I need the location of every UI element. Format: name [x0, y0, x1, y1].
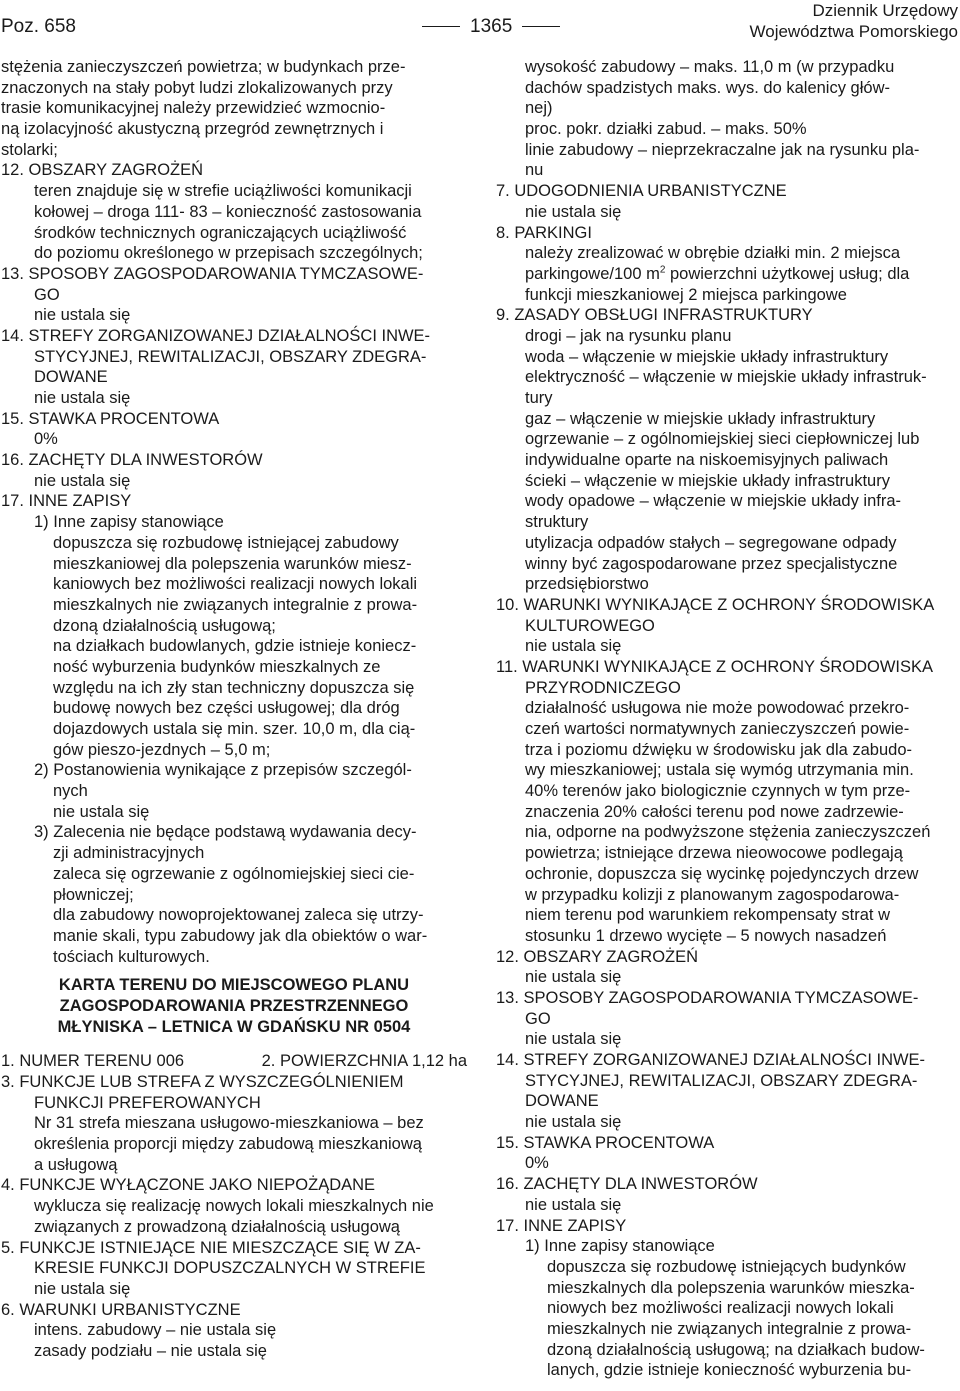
- subsection-heading: 3) Zalecenia nie będące podstawą wydawania decy-: [34, 823, 417, 842]
- section-heading-cont: GO: [34, 285, 60, 304]
- subsection-heading: 1) Inne zapisy stanowiące: [525, 1237, 715, 1256]
- section-13: [496, 988, 959, 1050]
- section-heading: 13. SPOSOBY ZAGOSPODAROWANIA TYMCZASOWE-: [1, 264, 424, 283]
- section-heading: 14. STREFY ZORGANIZOWANEJ DZIAŁALNOŚCI INWE-: [496, 1051, 926, 1069]
- section-heading: 7. UDOGODNIENIA URBANISTYCZNE: [496, 182, 787, 201]
- text-line: kołowej – droga 111- 83 – konieczność zastosowania: [34, 202, 422, 221]
- text-line: należy zrealizować w obrębie działki min. 2 miejsca: [525, 244, 901, 263]
- section-heading-cont: GO: [525, 1009, 551, 1028]
- text-line: 0%: [34, 430, 58, 449]
- text-line: zasady podziału – nie ustala się: [34, 1341, 267, 1360]
- card-title-line: MŁYNISKA – LETNICA W GDAŃSKU NR 0504: [57, 1017, 411, 1036]
- text-line: struktury: [525, 513, 589, 532]
- text-line: trasie komunikacyjnej należy przewidzieć wzmocnio-: [1, 99, 386, 118]
- section-heading: 12. OBSZARY ZAGROŻEŃ: [1, 161, 204, 180]
- text-line: przedsiębiorstwo: [525, 575, 649, 594]
- text-line: stężenia zanieczyszczeń powietrza; w budynkach prze-: [1, 58, 406, 76]
- text-line: znaczenia 20% całości terenu pod nowe zadrzewie-: [525, 802, 904, 821]
- section-heading-cont: FUNKCJI PREFEROWANYCH: [34, 1093, 261, 1112]
- text-line: nie ustala się: [525, 637, 622, 656]
- text-line: ną izolacyjność akustyczną przegród zewnętrznych i: [1, 120, 384, 139]
- section-13: [1, 264, 467, 326]
- text-line: ogrzewanie – z ogólnomiejskiej sieci ciepłowniczej lub: [525, 430, 920, 449]
- page-number: 1365: [412, 16, 570, 38]
- section-heading: 13. SPOSOBY ZAGOSPODAROWANIA TYMCZASOWE-: [496, 988, 919, 1007]
- section-10: [496, 595, 959, 657]
- text-line: nie ustala się: [34, 389, 131, 407]
- text-line: związanych z prowadzoną działalnością usługową: [34, 1217, 400, 1236]
- text-line: płowniczej;: [53, 885, 134, 904]
- section-8: [496, 223, 959, 306]
- section-heading: 5. FUNKCJE ISTNIEJĄCE NIE MIESZCZĄCE SIĘ W ZA-: [1, 1238, 421, 1257]
- text-line: linie zabudowy – nieprzekraczalne jak na rysunku pla-: [525, 140, 920, 159]
- text-line: na działkach budowlanych, gdzie istnieje koniecz-: [53, 637, 417, 656]
- text-line: niem terenu pod warunkiem rekompensaty strat w: [525, 906, 890, 925]
- text-line: gów pieszo-jezdnych – 5,0 m;: [53, 740, 271, 759]
- section-heading: 6. WARUNKI URBANISTYCZNE: [1, 1300, 241, 1319]
- text-line: tury: [525, 389, 553, 407]
- text-line: 40% terenów jako biologicznie czynnych w tym prze-: [525, 782, 911, 801]
- text-line: dzoną działalnością usługową; na działkach budow-: [547, 1340, 925, 1359]
- text-line: stolarki;: [1, 140, 58, 159]
- text-line: nej): [525, 99, 553, 118]
- text-line: stosunku 1 drzewo wycięte – 5 nowych nasadzeń: [525, 926, 887, 945]
- text-line: działalność usługowa nie może powodować przekro-: [525, 699, 910, 718]
- section-heading: 17. INNE ZAPISY: [1, 492, 132, 511]
- section-heading: 8. PARKINGI: [496, 223, 592, 242]
- text-line: nie ustala się: [525, 1030, 622, 1049]
- text-line: gaz – włączenie w miejskie układy infrastruktury: [525, 409, 876, 428]
- text-line: dzoną działalnością usługową;: [53, 616, 276, 635]
- section-17: [1, 491, 467, 967]
- text-line: określenia proporcji między zabudową mieszkaniową: [34, 1135, 422, 1154]
- text-line: wyklucza się realizację nowych lokali mieszkalnych nie: [34, 1197, 434, 1216]
- item-6-continued: [496, 57, 959, 181]
- text-line: manie skali, typu zabudowy jak dla obiektów o war-: [53, 926, 428, 945]
- text-line: mieszkaniowej dla polepszenia warunków miesz-: [53, 554, 412, 573]
- card-title-line: ZAGOSPODAROWANIA PRZESTRZENNEGO: [59, 996, 409, 1015]
- text-line: nie ustala się: [525, 202, 622, 221]
- section-17: [496, 1216, 959, 1382]
- section-14: [1, 326, 467, 409]
- section-heading-cont: STYCYJNEJ, REWITALIZACJI, OBSZARY ZDEGRA-: [34, 347, 427, 366]
- text-line: budowę nowych bez części usługowej; dla dróg: [53, 699, 400, 718]
- text-line: niowych bez możliwości realizacji nowych lokali: [547, 1299, 894, 1318]
- superscript: 2: [659, 264, 666, 276]
- text-line: zaleca się ogrzewanie z ogólnomiejskiej sieci cie-: [53, 864, 415, 883]
- text-line: powietrza; istniejące drzewa nieowocowe podlegają: [525, 844, 903, 863]
- section-15: [1, 409, 467, 450]
- section-heading-cont: STYCYJNEJ, REWITALIZACJI, OBSZARY ZDEGRA-: [525, 1071, 918, 1090]
- text-line: ochronie, dopuszcza się wycinkę pojedynczych drzew: [525, 864, 919, 883]
- journal-title-line2: Województwa Pomorskiego: [749, 22, 958, 41]
- text-line: ność wyburzenia budynków mieszkalnych ze: [53, 657, 381, 676]
- text-line: elektryczność – włączenie w miejskie układy infrastruk-: [525, 368, 927, 387]
- section-heading: 14. STREFY ZORGANIZOWANEJ DZIAŁALNOŚCI INWE-: [1, 326, 431, 345]
- text-line: tościach kulturowych.: [53, 947, 210, 966]
- item-terrain-number: 1. NUMER TERENU 006: [1, 1052, 185, 1071]
- text-line: woda – włączenie w miejskie układy infrastruktury: [525, 347, 889, 366]
- right-column: [496, 57, 959, 1381]
- section-14: [496, 1050, 959, 1133]
- section-heading-cont: KRESIE FUNKCJI DOPUSZCZALNYCH W STREFIE: [34, 1259, 426, 1278]
- section-heading: 16. ZACHĘTY DLA INWESTORÓW: [496, 1175, 758, 1194]
- section-heading: 9. ZASADY OBSŁUGI INFRASTRUKTURY: [496, 306, 813, 325]
- text-line: a usługową: [34, 1155, 118, 1174]
- text-line: nia, odporne na podwyższone stężenia zanieczyszczeń: [525, 823, 931, 842]
- text-line: intens. zabudowy – nie ustala się: [34, 1321, 277, 1340]
- text-line: trza i poziomu dźwięku w środowisku jak dla zabudo-: [525, 740, 913, 759]
- text-line: dla zabudowy nowoprojektowanej zaleca się utrzy-: [53, 906, 424, 925]
- text-line: funkcji mieszkaniowej 2 miejsca parkingowe: [525, 285, 847, 304]
- section-heading: 11. WARUNKI WYNIKAJĄCE Z OCHRONY ŚRODOWISKA: [496, 657, 934, 676]
- text-line: nie ustala się: [34, 1279, 131, 1298]
- text-line: indywidualne oparte na niskoemisyjnych paliwach: [525, 451, 889, 470]
- text-line: ścieki – włączenie w miejskie układy infrastruktury: [525, 471, 890, 490]
- item-3: [1, 1072, 467, 1175]
- subsection-heading: 1) Inne zapisy stanowiące: [34, 513, 224, 532]
- text-line: nie ustala się: [53, 802, 150, 821]
- card-title: [1, 975, 467, 1037]
- text-line: wy mieszkaniowej; ustala się wymóg utrzymania min.: [525, 761, 914, 780]
- text-line: znaczonych na stały pobyt ludzi zlokalizowanych przy: [1, 78, 393, 97]
- section-heading: 16. ZACHĘTY DLA INWESTORÓW: [1, 451, 263, 470]
- text-fragment: parkingowe/100 m: [525, 264, 660, 283]
- section-7: [496, 181, 959, 222]
- section-heading-cont: KULTUROWEGO: [525, 616, 655, 635]
- text-line: środków technicznych ograniczających uciążliwość: [34, 223, 407, 242]
- text-line: proc. pokr. działki zabud. – maks. 50%: [525, 120, 807, 139]
- item-area: 2. POWIERZCHNIA 1,12 ha: [261, 1052, 467, 1071]
- section-15: [496, 1133, 959, 1174]
- text-line: względu na ich zły stan techniczny dopuszcza się: [53, 678, 415, 697]
- text-line: nie ustala się: [525, 1113, 622, 1132]
- text-line: dopuszcza się rozbudowę istniejących budynków: [547, 1257, 906, 1276]
- text-line: utylizacja odpadów stałych – segregowane odpady: [525, 533, 897, 552]
- section-9: [496, 305, 959, 595]
- text-line: mieszkalnych nie związanych integralnie z prowa-: [547, 1319, 912, 1338]
- section-heading-cont: DOWANE: [525, 1092, 599, 1111]
- text-line: dachów spadzistych maks. wys. do kalenicy głów-: [525, 78, 890, 97]
- subsection-heading-cont: nych: [53, 782, 88, 801]
- section-11: [496, 657, 959, 947]
- section-heading: 12. OBSZARY ZAGROŻEŃ: [496, 947, 699, 966]
- section-heading-cont: PRZYRODNICZEGO: [525, 678, 681, 697]
- section-12: [496, 947, 959, 988]
- text-line: [496, 264, 959, 285]
- text-line: dopuszcza się rozbudowę istniejącej zabudowy: [53, 533, 399, 552]
- text-line: nie ustala się: [34, 306, 131, 325]
- text-line: lanych, gdzie istnieje konieczność wyburzenia bu-: [547, 1361, 912, 1380]
- section-16: [496, 1174, 959, 1215]
- text-line: wody opadowe – włączenie w miejskie układy infra-: [525, 492, 902, 511]
- text-line: teren znajduje się w strefie uciążliwości komunikacji: [34, 182, 412, 201]
- intro-paragraph: [1, 57, 467, 160]
- text-line: winny być zagospodarowane przez specjalistyczne: [525, 554, 898, 573]
- section-16: [1, 450, 467, 491]
- journal-title: [750, 0, 959, 42]
- subsection-heading: 2) Postanowienia wynikające z przepisów szczegól-: [34, 761, 412, 780]
- left-column: [1, 57, 467, 1362]
- section-12: [1, 160, 467, 263]
- card-title-line: KARTA TERENU DO MIEJSCOWEGO PLANU: [58, 976, 410, 995]
- text-line: dojazdowych ustala się min. szer. 10,0 m, dla cią-: [53, 720, 416, 738]
- text-line: mieszkalnych nie związanych integralnie z prowa-: [53, 595, 418, 614]
- page-header: [0, 0, 960, 44]
- text-line: czeń wartości normatywnych zanieczyszczeń powie-: [525, 720, 910, 738]
- text-fragment: powierzchni użytkowej usług; dla: [665, 264, 910, 283]
- text-line: wysokość zabudowy – maks. 11,0 m (w przypadku: [525, 58, 895, 76]
- text-line: kaniowych bez możliwości realizacji nowych lokali: [53, 575, 418, 594]
- section-heading-cont: DOWANE: [34, 368, 108, 387]
- item-4: [1, 1175, 467, 1237]
- text-line: mieszkalnych dla polepszenia warunków mieszka-: [547, 1278, 915, 1297]
- text-line: 0%: [525, 1154, 549, 1173]
- text-line: nie ustala się: [525, 968, 622, 987]
- text-line: w przypadku kolizji z planowanym zagospodarowa-: [525, 885, 900, 904]
- text-line: nu: [525, 161, 544, 180]
- journal-title-line1: Dziennik Urzędowy: [812, 1, 958, 20]
- text-line: nie ustala się: [525, 1195, 622, 1214]
- text-line: do poziomu określonego w przepisach szczególnych;: [34, 244, 423, 263]
- item-6: [1, 1300, 467, 1362]
- section-heading: 15. STAWKA PROCENTOWA: [496, 1133, 715, 1152]
- text-line: Nr 31 strefa mieszana usługowo-mieszkaniowa – bez: [34, 1114, 424, 1133]
- section-heading: 17. INNE ZAPISY: [496, 1216, 627, 1235]
- text-line: drogi – jak na rysunku planu: [525, 326, 732, 345]
- section-heading: 15. STAWKA PROCENTOWA: [1, 409, 220, 428]
- text-line: nie ustala się: [34, 471, 131, 490]
- position-number: Poz. 658: [1, 16, 76, 37]
- section-heading: 10. WARUNKI WYNIKAJĄCE Z OCHRONY ŚRODOWISKA: [496, 595, 935, 614]
- subsection-heading-cont: zji administracyjnych: [53, 844, 205, 863]
- item-5: [1, 1238, 467, 1300]
- section-heading: 4. FUNKCJE WYŁĄCZONE JAKO NIEPOŻĄDANE: [1, 1176, 376, 1195]
- items-1-2: [1, 1051, 467, 1072]
- section-heading: 3. FUNKCJE LUB STREFA Z WYSZCZEGÓLNIENIEM: [1, 1073, 404, 1092]
